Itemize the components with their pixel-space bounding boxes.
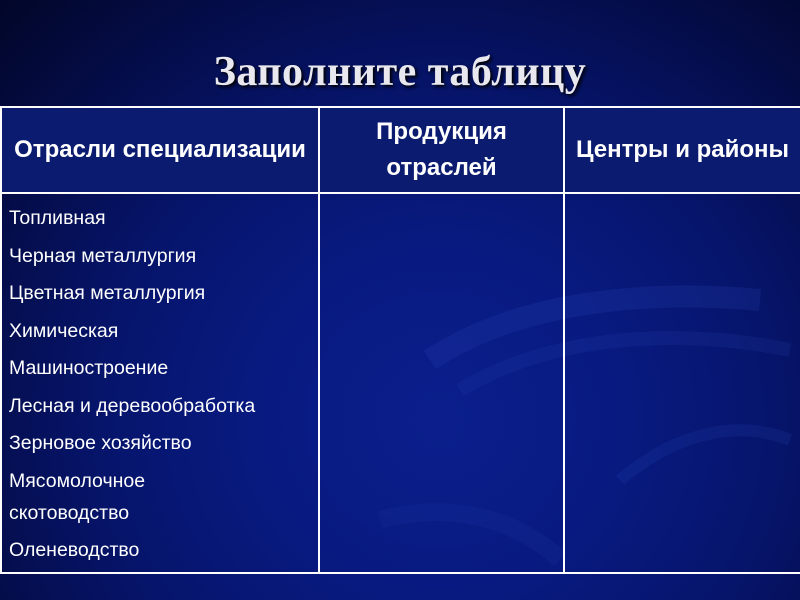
- fill-in-table: [0, 106, 800, 574]
- branch-item-forestry: Лесная и деревообработка: [9, 394, 256, 417]
- table-header-row: [1, 107, 800, 193]
- branch-item-ferrous-metallurgy: Черная металлургия: [9, 244, 197, 267]
- branch-item-chemical: Химическая: [9, 319, 119, 342]
- branch-item-reindeer-herding: Оленеводство: [9, 538, 140, 561]
- branch-item-fuel: Топливная: [9, 207, 106, 229]
- header-centers: Центры и районы: [564, 107, 800, 193]
- branch-item-cattle-breeding: Мясомолочное скотоводство: [9, 469, 146, 524]
- header-products: Продукция отраслей: [319, 107, 564, 193]
- centers-cell[interactable]: [564, 193, 800, 573]
- products-cell[interactable]: [319, 193, 564, 573]
- branch-item-machine-building: Машиностроение: [9, 357, 169, 379]
- branches-cell: [1, 193, 319, 573]
- header-branches: Отрасли специализации: [1, 107, 319, 193]
- slide-title: Заполните таблицу: [213, 49, 587, 95]
- branch-item-nonferrous-metallurgy: Цветная металлургия: [9, 282, 206, 304]
- table-body-row: [1, 193, 800, 573]
- branch-item-grain-farming: Зерновое хозяйство: [9, 432, 192, 454]
